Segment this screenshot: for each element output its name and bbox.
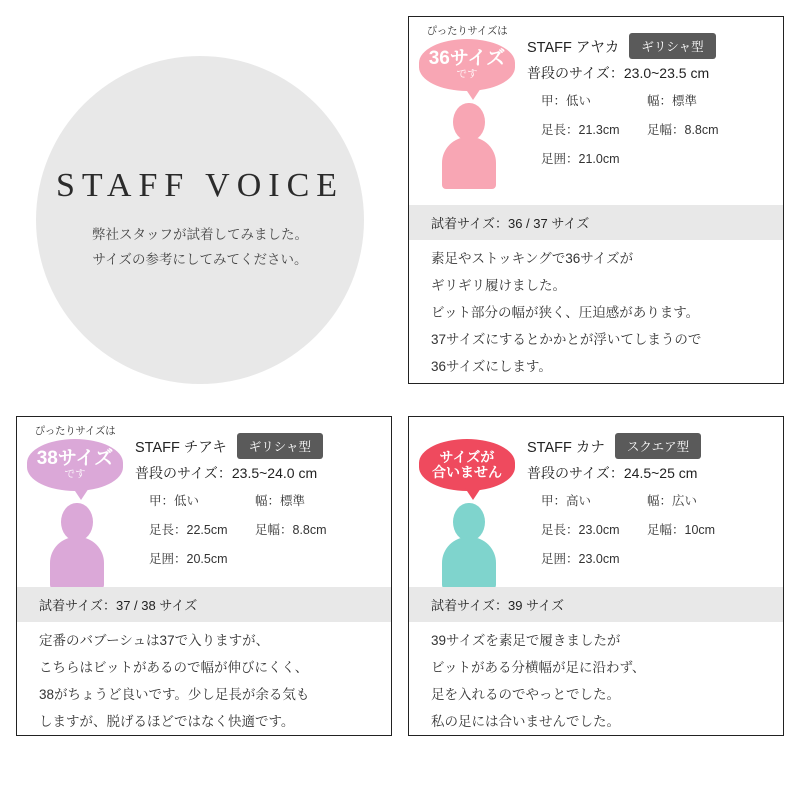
foot-type-tag: ギリシャ型	[237, 433, 323, 459]
spec-row	[149, 520, 379, 538]
review-line: 38がちょうど良いです。少し足長が余る気も	[39, 687, 310, 702]
avatar-head-icon	[61, 503, 93, 541]
review-line: 定番のバブーシュは37で入りますが、	[39, 633, 270, 648]
avatar-body-icon	[50, 537, 104, 589]
staff-name: STAFF カナ	[527, 439, 605, 456]
avatar	[439, 503, 499, 587]
spec-cell-right: 幅：標準	[255, 494, 306, 508]
fit-bubble-ayaka	[419, 25, 515, 91]
review-line: 素足やストッキングで36サイズが	[431, 251, 634, 266]
spec-row	[149, 491, 379, 509]
spec-cell-left: 足長：23.0cm	[541, 523, 620, 537]
review-line: ビットがある分横幅が足に沿わず、	[431, 660, 646, 675]
staff-card-chiaki	[16, 416, 392, 736]
review-line: ギリギリ履けました。	[431, 278, 566, 293]
avatar-head-icon	[453, 503, 485, 541]
spec-cell-left: 足長：21.3cm	[541, 123, 620, 137]
bubble-main-text: サイズが	[439, 448, 495, 465]
usual-size: 普段のサイズ：24.5~25 cm	[527, 465, 698, 481]
bubble-top-label: ぴったりサイズは	[426, 25, 508, 37]
spec-row	[541, 491, 771, 509]
foot-spec-table	[541, 491, 771, 578]
spec-row	[541, 520, 771, 538]
review-line: 39サイズを素足で履きましたが	[431, 633, 621, 648]
intro-section	[0, 0, 400, 400]
review-line: 37サイズにするとかかとが浮いてしまうので	[431, 332, 702, 347]
staff-name: STAFF アヤカ	[527, 39, 620, 56]
trial-size-bar: 試着サイズ：36 / 37 サイズ	[409, 205, 783, 240]
spec-row	[541, 549, 771, 567]
spec-cell-right: 幅：広い	[647, 494, 698, 508]
foot-spec-table	[541, 91, 771, 178]
review-line: しますが、脱げるほどではなく快適です。	[39, 714, 295, 729]
spec-cell-left: 足長：22.5cm	[149, 523, 228, 537]
usual-size: 普段のサイズ：23.5~24.0 cm	[135, 465, 318, 481]
spec-row	[541, 91, 771, 109]
bubble-top-label: ぴったりサイズは	[34, 425, 116, 437]
fit-bubble-kana	[419, 425, 515, 491]
staff-card-kana	[408, 416, 784, 736]
avatar-body-icon	[442, 137, 496, 189]
review-line: こちらはビットがあるので幅が伸びにくく、	[39, 660, 309, 675]
spec-cell-left: 甲：低い	[149, 494, 200, 508]
foot-spec-table	[149, 491, 379, 578]
bubble-shape	[27, 439, 123, 491]
review-text	[39, 627, 375, 735]
spec-row	[541, 149, 771, 167]
bubble-sub-text: です	[456, 68, 478, 81]
review-text	[431, 245, 767, 380]
review-line: 私の足には合いませんでした。	[431, 714, 620, 729]
intro-line-2: サイズの参考にしてみてください。	[92, 252, 308, 267]
review-line: 36サイズにします。	[431, 359, 552, 374]
bubble-top-label	[419, 425, 515, 438]
review-line: ビット部分の幅が狭く、圧迫感があります。	[431, 305, 700, 320]
usual-size: 普段のサイズ：23.0~23.5 cm	[527, 65, 710, 81]
intro-line-1: 弊社スタッフが試着してみました。	[92, 227, 308, 243]
spec-cell-left: 足囲：23.0cm	[541, 552, 620, 566]
avatar-body-icon	[442, 537, 496, 589]
review-text	[431, 627, 767, 735]
bubble-shape	[419, 39, 515, 91]
intro-circle	[36, 56, 364, 384]
staff-header	[527, 433, 701, 459]
avatar	[439, 103, 499, 187]
trial-size-bar: 試着サイズ：39 サイズ	[409, 587, 783, 622]
bubble-main-text: 36サイズ	[428, 48, 506, 70]
foot-type-tag: ギリシャ型	[629, 33, 715, 59]
spec-cell-right: 足幅：10cm	[647, 523, 716, 537]
bubble-main-text: 38サイズ	[36, 448, 114, 470]
avatar	[47, 503, 107, 587]
staff-header	[135, 433, 323, 459]
spec-cell-right: 足幅：8.8cm	[647, 123, 719, 137]
spec-row	[149, 549, 379, 567]
spec-cell-left: 甲：低い	[541, 94, 592, 108]
staff-card-ayaka	[408, 16, 784, 384]
foot-type-tag: スクエア型	[615, 433, 701, 459]
staff-header	[527, 33, 716, 59]
spec-cell-left: 足囲：20.5cm	[149, 552, 228, 566]
bubble-sub-text: です	[64, 468, 86, 481]
spec-cell-right: 幅：標準	[647, 94, 698, 108]
spec-row	[541, 120, 771, 138]
fit-bubble-chiaki	[27, 425, 123, 491]
bubble-shape	[419, 439, 515, 491]
staff-name: STAFF チアキ	[135, 439, 227, 456]
spec-cell-left: 甲：高い	[541, 494, 592, 508]
review-line: 足を入れるのでやっとでした。	[431, 687, 620, 702]
page-title: STAFF VOICE	[55, 167, 345, 205]
spec-cell-left: 足囲：21.0cm	[541, 152, 620, 166]
bubble-sub-text: 合いません	[432, 463, 502, 480]
avatar-head-icon	[453, 103, 485, 141]
trial-size-bar: 試着サイズ：37 / 38 サイズ	[17, 587, 391, 622]
spec-cell-right: 足幅：8.8cm	[255, 523, 327, 537]
